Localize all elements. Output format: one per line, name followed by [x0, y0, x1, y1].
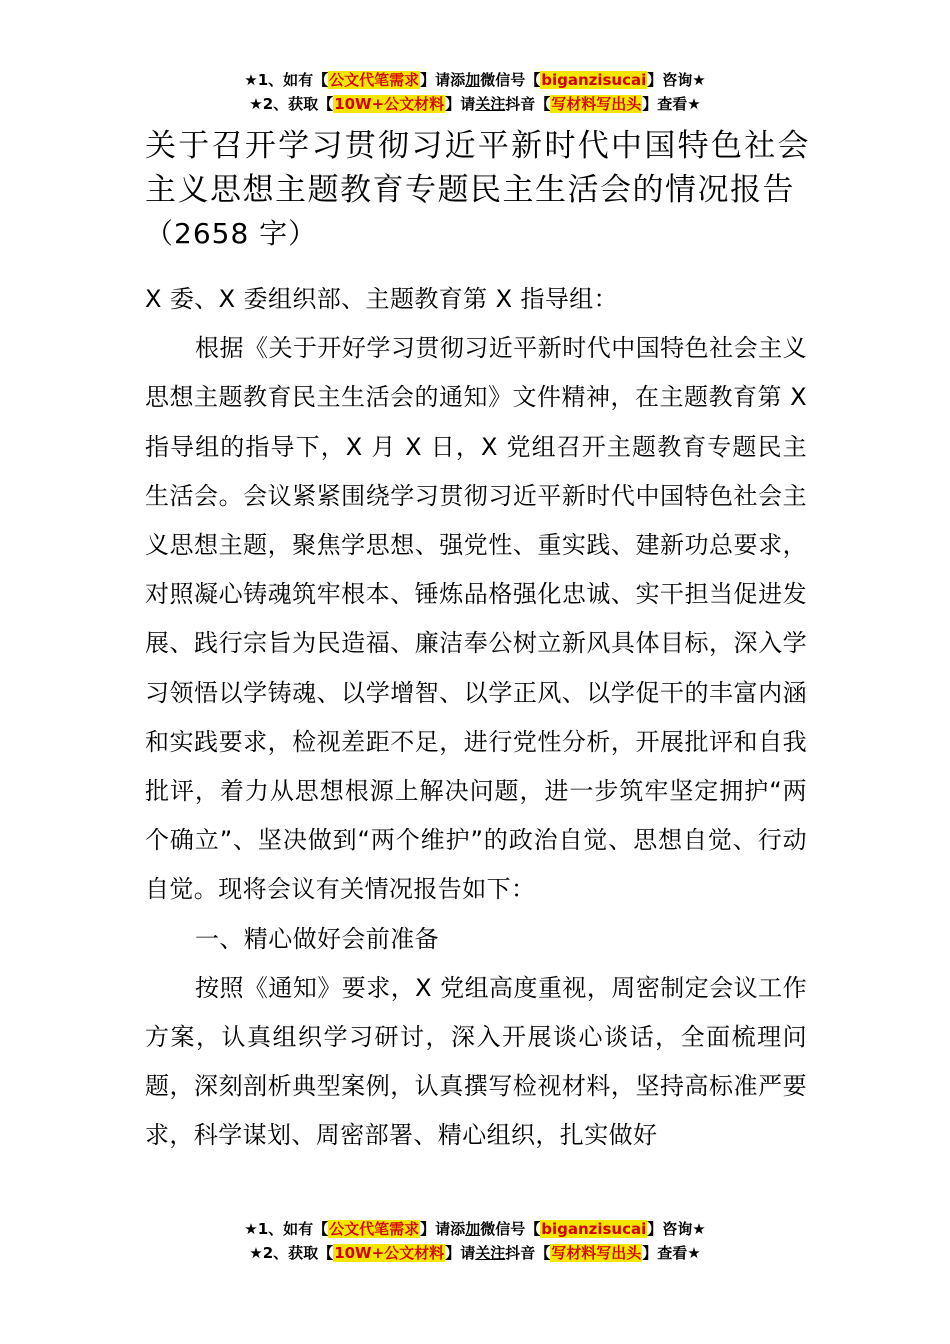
promo-banner-line-2-bottom: [0, 1241, 950, 1265]
banner-text: 】请: [445, 1244, 476, 1262]
document-title-block: [145, 124, 810, 256]
banner-underlined-text: 加: [465, 71, 481, 89]
paragraph: 根据《关于开好学习贯彻习近平新时代中国特色社会主义思想主题教育民主生活会的通知》文件精神，在主题教育第 X 指导组的指导下，X 月 X 日，X 党组召开主题教育专题民主生活会。会议紧紧围绕学习贯彻习近平新时代中国特色社会主义思想主题，聚焦学思想、强党性、重实践、建新功总要求，对照凝心铸魂筑牢根本、锤炼品格强化忠诚、实干担当促进发展、践行宗旨为民造福、廉洁奉公树立新风具体目标，深入学习领悟以学铸魂、以学增智、以学正风、以学促干的丰富内涵和实践要求，检视差距不足，进行党性分析，开展批评和自我批评，着力从思想根源上解决问题，进一步筑牢坚定拥护“两个确立”、坚决做到“两个维护”的政治自觉、思想自觉、行动自觉。现将会议有关情况报告如下：: [145, 334, 807, 904]
banner-underlined-text: 关注: [475, 95, 506, 113]
banner-text: 】请添: [420, 71, 466, 89]
banner-text: 】请: [445, 95, 476, 113]
banner-text: ★2、获取【: [249, 1244, 334, 1262]
banner-underlined-text: 关注: [475, 1244, 506, 1262]
banner-text: 】请添: [420, 1220, 466, 1238]
banner-text: 抖音【: [505, 1244, 551, 1262]
salutation: X 委、X 委组织部、主题教育第 X 指导组：: [145, 285, 619, 313]
section-heading: 一、精心做好会前准备: [195, 924, 439, 953]
banner-underlined-text: 加: [465, 1220, 481, 1238]
banner-text: 微信号【: [480, 71, 541, 89]
banner-highlight: 10W+公文材料: [334, 95, 445, 113]
word-count: （2658 字）: [145, 217, 318, 250]
promo-banner-line-2: [0, 92, 950, 116]
banner-highlight: 公文代笔需求: [329, 71, 420, 89]
banner-text: ★1、如有【: [244, 71, 329, 89]
document-title: 关于召开学习贯彻习近平新时代中国特色社会主义思想主题教育专题民主生活会的情况报告: [145, 128, 810, 208]
promo-banner-line-1: [0, 68, 950, 92]
banner-highlight: biganzisucai: [541, 71, 647, 89]
banner-text: 】咨询★: [647, 1220, 706, 1238]
banner-text: 】咨询★: [647, 71, 706, 89]
banner-highlight: 10W+公文材料: [334, 1244, 445, 1262]
banner-text: 】查看★: [642, 95, 701, 113]
banner-highlight: biganzisucai: [541, 1220, 647, 1238]
banner-highlight: 写材料写出头: [551, 1244, 642, 1262]
banner-text: 抖音【: [505, 95, 551, 113]
document-body: [145, 275, 807, 1161]
banner-text: ★2、获取【: [249, 95, 334, 113]
banner-text: 微信号【: [480, 1220, 541, 1238]
paragraph: 按照《通知》要求，X 党组高度重视，周密制定会议工作方案，认真组织学习研讨，深入开展谈心谈话，全面梳理问题，深刻剖析典型案例，认真撰写检视材料，坚持高标准严要求，科学谋划、周密部署、精心组织，扎实做好: [145, 973, 807, 1150]
banner-highlight: 公文代笔需求: [329, 1220, 420, 1238]
promo-banner-line-1-bottom: [0, 1217, 950, 1241]
banner-text: ★1、如有【: [244, 1220, 329, 1238]
banner-highlight: 写材料写出头: [551, 95, 642, 113]
banner-text: 】查看★: [642, 1244, 701, 1262]
